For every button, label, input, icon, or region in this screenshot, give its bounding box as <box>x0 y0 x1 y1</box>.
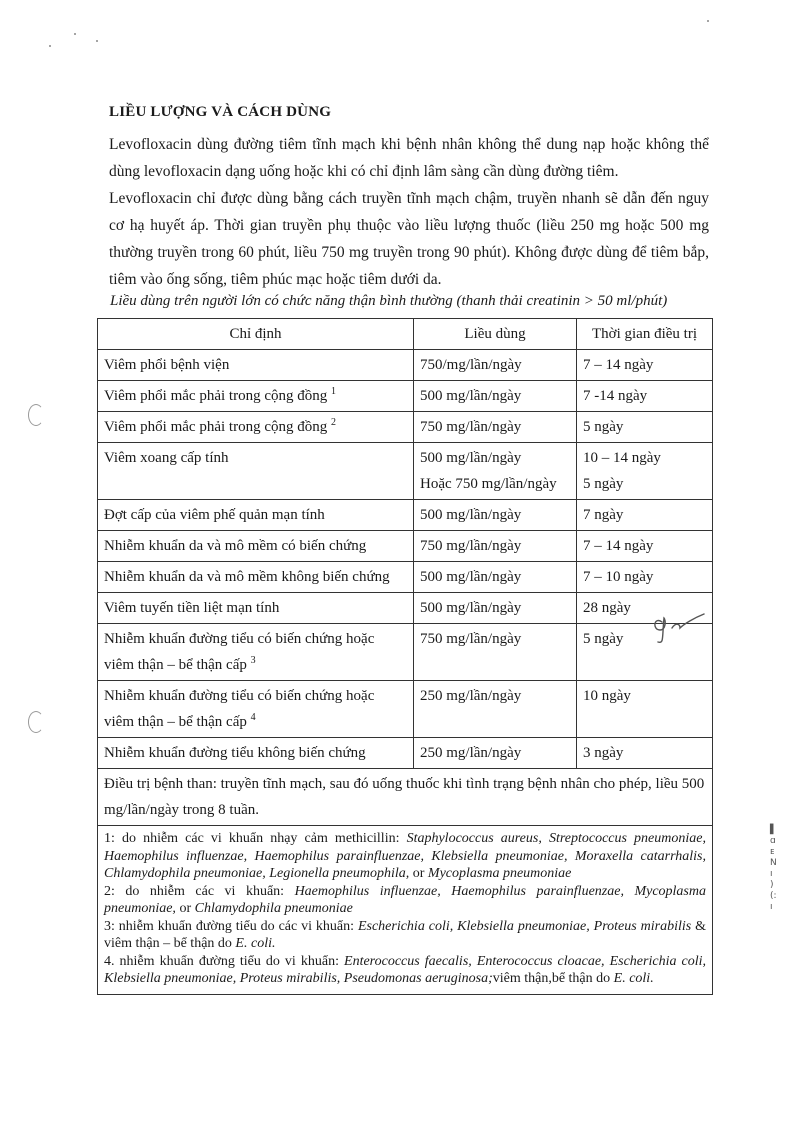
dose-cell <box>414 412 577 443</box>
indication-text: Đợt cấp của viêm phế quản mạn tính <box>104 507 325 523</box>
dose-text: 500 mg/lần/ngày <box>420 507 522 523</box>
table-row <box>98 381 713 412</box>
header-indication: Chỉ định <box>98 319 414 350</box>
indication-cell <box>98 624 414 681</box>
indication-text: Nhiễm khuẩn da và mô mềm không biến chứng <box>104 569 390 585</box>
footnote-ref: 3 <box>250 655 256 666</box>
indication-cell <box>98 500 414 531</box>
footnote-ref: 4 <box>250 712 256 723</box>
duration-text: 5 ngày <box>583 419 624 435</box>
indication-cell <box>98 562 414 593</box>
scan-speck <box>49 45 51 47</box>
indication-cell <box>98 381 414 412</box>
indication-text: Viêm phổi bệnh viện <box>104 357 230 373</box>
anthrax-row <box>98 769 713 826</box>
dose-cell <box>414 350 577 381</box>
duration-cell <box>577 350 713 381</box>
indication-cell <box>98 531 414 562</box>
section-heading: LIỀU LƯỢNG VÀ CÁCH DÙNG <box>109 104 332 120</box>
table-row <box>98 681 713 738</box>
indication-text: Nhiễm khuẩn da và mô mềm có biến chứng <box>104 538 367 554</box>
dose-cell <box>414 531 577 562</box>
table-row <box>98 624 713 681</box>
indication-text: Viêm phổi mắc phải trong cộng đồng <box>104 388 328 404</box>
duration-text: 7 – 14 ngày <box>583 357 654 373</box>
dose-cell <box>414 443 577 500</box>
duration-cell <box>577 443 713 500</box>
paragraph-administration-route: Levofloxacin dùng đường tiêm tĩnh mạch khi bệnh nhân không thể dung nạp hoặc không thể dùng levofloxacin dạng uống hoặc khi có chỉ định lâm sàng cần dùng đường tiêm. <box>109 136 709 180</box>
indication-cell <box>98 350 414 381</box>
header-dose: Liều dùng <box>414 319 577 350</box>
dose-text: 250 mg/lần/ngày <box>420 745 522 761</box>
scan-speck <box>96 40 98 42</box>
indication-text: Viêm phổi mắc phải trong cộng đồng <box>104 419 328 435</box>
table-row <box>98 738 713 769</box>
duration-cell <box>577 562 713 593</box>
indication-cell <box>98 738 414 769</box>
footnote-2: 2: do nhiễm các vi khuẩn: Haemophilus influenzae, Haemophilus parainfluenzae, Mycoplasma pneumoniae, or Chlamydophila pneumoniae <box>104 883 706 916</box>
indication-cell <box>98 412 414 443</box>
duration-text: 7 -14 ngày <box>583 388 648 404</box>
footnote-ref: 1 <box>330 386 336 397</box>
indication-cell <box>98 593 414 624</box>
margin-stamp-icon: ▌ ɑ ᴇ N ı ) (: ı <box>770 825 777 912</box>
dose-text: 500 mg/lần/ngày <box>420 388 522 404</box>
duration-alt-text: 5 ngày <box>583 476 624 492</box>
dose-cell <box>414 500 577 531</box>
duration-text: 3 ngày <box>583 745 624 761</box>
dosage-table <box>97 318 713 995</box>
duration-cell <box>577 531 713 562</box>
duration-cell <box>577 500 713 531</box>
duration-text: 7 – 14 ngày <box>583 538 654 554</box>
indication-text: Nhiễm khuẩn đường tiểu không biến chứng <box>104 745 366 761</box>
indication-text: Viêm tuyến tiền liệt mạn tính <box>104 600 280 616</box>
indication-cell <box>98 443 414 500</box>
dose-cell <box>414 562 577 593</box>
punch-hole-icon <box>28 404 44 426</box>
dose-text: 750 mg/lần/ngày <box>420 631 522 647</box>
header-duration: Thời gian điều trị <box>577 319 713 350</box>
dose-text: 500 mg/lần/ngày <box>420 569 522 585</box>
dose-text: 500 mg/lần/ngày <box>420 450 522 466</box>
duration-text: 28 ngày <box>583 600 631 616</box>
scan-speck <box>707 20 709 22</box>
indication-text: Viêm xoang cấp tính <box>104 450 229 466</box>
footnote-4: 4. nhiễm khuẩn đường tiểu do vi khuẩn: Enterococcus faecalis, Enterococcus cloacae, Escherichia coli, Klebsiella pneumoniae, Proteus mirabilis, Pseudomonas aeruginosa;viêm thận,bể thận do E. coli. <box>104 953 707 986</box>
duration-text: 5 ngày <box>583 631 624 647</box>
dose-cell <box>414 381 577 412</box>
duration-cell <box>577 412 713 443</box>
table-row <box>98 593 713 624</box>
punch-hole-icon <box>28 711 44 733</box>
indication-cell <box>98 681 414 738</box>
table-row <box>98 500 713 531</box>
table-row <box>98 350 713 381</box>
dose-cell <box>414 624 577 681</box>
dose-text: 750/mg/lần/ngày <box>420 357 522 373</box>
anthrax-note: Điều trị bệnh than: truyền tĩnh mạch, sau đó uống thuốc khi tình trạng bệnh nhân cho phép, liều 500 mg/lần/ngày trong 8 tuần. <box>98 769 713 826</box>
footnotes-cell <box>98 826 713 995</box>
table-row <box>98 562 713 593</box>
dose-text: 500 mg/lần/ngày <box>420 600 522 616</box>
scan-speck <box>74 33 76 35</box>
duration-cell <box>577 738 713 769</box>
dose-alt-text: Hoặc 750 mg/lần/ngày <box>420 476 557 492</box>
table-row <box>98 443 713 500</box>
dose-text: 250 mg/lần/ngày <box>420 688 522 704</box>
duration-cell <box>577 681 713 738</box>
duration-text: 7 ngày <box>583 507 624 523</box>
footnote-1: 1: do nhiễm các vi khuẩn nhạy cảm methicillin: Staphylococcus aureus, Streptococcus pneumoniae, Haemophilus influenzae, Haemophilus parainfluenzae, Klebsiella pneumoniae, Moraxella catarrhalis, Chlamydophila pneumoniae, Legionella pneumophila, or Mycoplasma pneumoniae <box>104 831 706 881</box>
duration-text: 7 – 10 ngày <box>583 569 654 585</box>
duration-text: 10 ngày <box>583 688 631 704</box>
dose-cell <box>414 593 577 624</box>
duration-text: 10 – 14 ngày <box>583 450 661 466</box>
indication-text: Nhiễm khuẩn đường tiểu có biến chứng hoặc viêm thận – bể thận cấp <box>104 631 375 673</box>
footnote-3: 3: nhiễm khuẩn đường tiểu do các vi khuẩn: Escherichia coli, Klebsiella pneumoniae, Proteus mirabilis & viêm thận – bể thận do E. coli. <box>104 918 706 951</box>
signature-initials-icon <box>650 608 710 648</box>
dose-cell <box>414 738 577 769</box>
paragraph-infusion-instructions: Levofloxacin chỉ được dùng bằng cách truyền tĩnh mạch chậm, truyền nhanh sẽ dẫn đến nguy cơ hạ huyết áp. Thời gian truyền phụ thuộc vào liều lượng thuốc (liều 250 mg hoặc 500 mg thường truyền trong 60 phút, liều 750 mg truyền trong 90 phút). Không được dùng để tiêm bắp, tiêm vào ống sống, tiêm phúc mạc hoặc tiêm dưới da. <box>109 190 709 288</box>
table-caption: Liều dùng trên người lớn có chức năng thận bình thường (thanh thải creatinin > 50 ml/phút) <box>110 293 668 309</box>
duration-cell <box>577 381 713 412</box>
dose-text: 750 mg/lần/ngày <box>420 538 522 554</box>
footnotes-row <box>98 826 713 995</box>
dose-text: 750 mg/lần/ngày <box>420 419 522 435</box>
table-row <box>98 531 713 562</box>
dose-cell <box>414 681 577 738</box>
indication-text: Nhiễm khuẩn đường tiểu có biến chứng hoặc viêm thận – bể thận cấp <box>104 688 375 730</box>
table-row <box>98 412 713 443</box>
footnote-ref: 2 <box>330 417 336 428</box>
table-header-row <box>98 319 713 350</box>
